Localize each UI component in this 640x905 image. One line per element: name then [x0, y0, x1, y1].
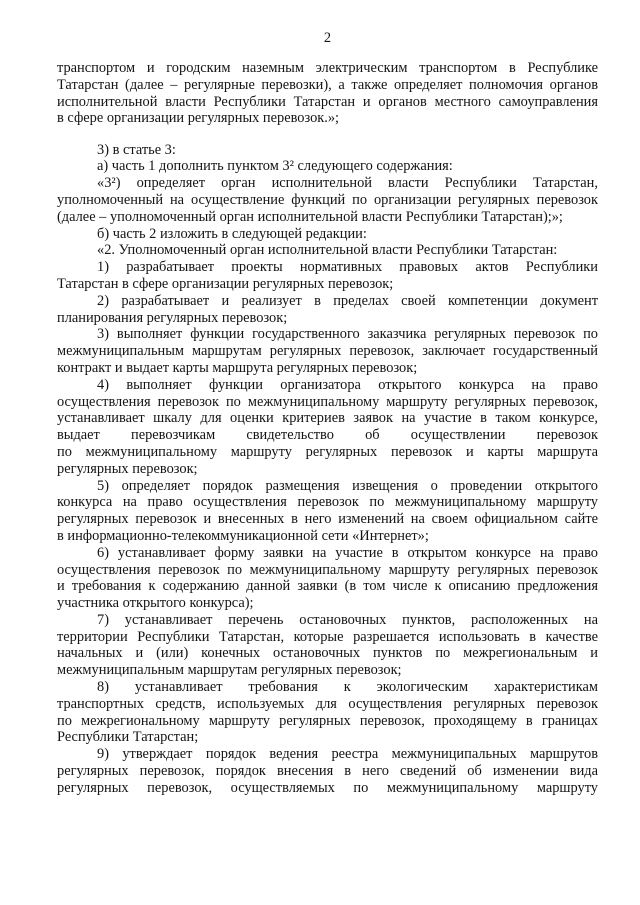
- text-line: 3) выполняет функции государственного заказчика регулярных перевозок по: [97, 326, 598, 343]
- text-line: контракт и выдает карты маршрута регулярных перевозок;: [57, 359, 418, 376]
- text-line: исполнительной власти Республики Татарстан и органов местного самоуправления: [57, 93, 598, 110]
- text-line: 2) разрабатывает и реализует в пределах своей компетенции документ: [97, 292, 598, 309]
- paragraph-list: [57, 142, 598, 747]
- paragraph: [57, 242, 598, 259]
- text-line: Республики Татарстан;: [57, 729, 199, 746]
- paragraph: [57, 142, 598, 159]
- text-line: межмуниципальным маршрутам регулярных перевозок, заключает государственный: [57, 343, 598, 360]
- paragraph: [57, 158, 598, 175]
- paragraph: [57, 326, 598, 376]
- text-line: осуществления перевозок по межмуниципальному маршруту регулярных перевозок: [57, 561, 598, 578]
- text-line: регулярных перевозок, порядок внесения в него сведений об изменении вида: [57, 763, 598, 780]
- text-line: регулярных перевозок;: [57, 460, 198, 477]
- page-number: 2: [323, 30, 332, 46]
- text-line: выдает перевозчикам свидетельство об осуществлении перевозок: [57, 427, 598, 444]
- text-line: планирования регулярных перевозок;: [57, 309, 288, 326]
- text-line: по межрегиональному маршруту регулярных перевозок, проходящему в границах: [57, 712, 598, 729]
- text-line: 1) разрабатывает проекты нормативных правовых актов Республики: [97, 259, 598, 276]
- text-line: «3²) определяет орган исполнительной власти Республики Татарстан,: [97, 175, 598, 192]
- text-line: 8) устанавливает требования к экологическим характеристикам: [97, 679, 598, 696]
- text-line: а) часть 1 дополнить пунктом 3² следующего содержания:: [97, 158, 453, 175]
- paragraph: [57, 226, 598, 243]
- text-line: 5) определяет порядок размещения извещения о проведении открытого: [97, 477, 598, 494]
- text-line: транспортом и городским наземным электрическим транспортом в Республике: [57, 60, 598, 76]
- text-line: в сфере организации регулярных перевозок.»;: [57, 110, 340, 127]
- text-line: устанавливает шкалу для оценки критериев заявок на участие в таком конкурсе,: [57, 410, 598, 427]
- paragraph: [57, 259, 598, 293]
- paragraph-continued-from-previous-page: [57, 60, 598, 127]
- text-line: «2. Уполномоченный орган исполнительной власти Республики Татарстан:: [97, 242, 558, 259]
- text-line: Татарстан в сфере организации регулярных перевозок;: [57, 275, 394, 292]
- text-line: 4) выполняет функции организатора открытого конкурса на право: [97, 376, 598, 393]
- paragraph: [57, 293, 598, 327]
- text-line: 3) в статье 3:: [97, 141, 176, 158]
- text-line: регулярных перевозок и внесенных в него изменений на своем официальном сайте: [57, 511, 598, 528]
- text-line: транспортных средств, используемых для осуществления регулярных перевозок: [57, 695, 598, 712]
- text-line: в информационно-телекоммуникационной сети «Интернет»;: [57, 527, 429, 544]
- text-line: осуществления перевозок по межмуниципальному маршруту регулярных перевозок,: [57, 393, 598, 410]
- text-line: и требования к содержанию данной заявки (в том числе к описанию предложения: [57, 578, 598, 595]
- text-line: начальных и (или) конечных остановочных пунктов по межрегиональным и: [57, 645, 598, 662]
- text-line: б) часть 2 изложить в следующей редакции:: [97, 225, 367, 242]
- text-line: уполномоченный на осуществление функций по организации регулярных перевозок: [57, 191, 598, 208]
- text-line: 6) устанавливает форму заявки на участие в открытом конкурсе на право: [97, 544, 598, 561]
- document-body: [57, 60, 598, 797]
- paragraph: [57, 612, 598, 679]
- text-line: (далее – уполномоченный орган исполнительной власти Республики Татарстан);»;: [57, 208, 563, 225]
- paragraph: [57, 545, 598, 612]
- text-line: 7) устанавливает перечень остановочных пунктов, расположенных на: [97, 611, 598, 628]
- paragraph: [57, 377, 598, 478]
- text-line: Татарстан (далее – регулярные перевозки), а также определяет полномочия органов: [57, 76, 598, 93]
- text-line: регулярных перевозок, осуществляемых по межмуниципальному маршруту: [57, 779, 598, 796]
- text-line: участника открытого конкурса);: [57, 595, 254, 612]
- text-line: по межмуниципальному маршруту регулярных перевозок и карты маршрута: [57, 443, 598, 460]
- paragraph: [57, 478, 598, 545]
- paragraph: [57, 679, 598, 746]
- text-line: 9) утверждает порядок ведения реестра межмуниципальных маршрутов: [97, 746, 598, 763]
- paragraph: [57, 175, 598, 225]
- text-line: межмуниципальным маршрутам регулярных перевозок;: [57, 662, 402, 679]
- paragraph-continued-on-next-page: [57, 746, 598, 796]
- text-line: конкурса на право осуществления перевозок по межмуниципальному маршруту: [57, 494, 598, 511]
- text-line: территории Республики Татарстан, которые разрешается использовать в качестве: [57, 628, 598, 645]
